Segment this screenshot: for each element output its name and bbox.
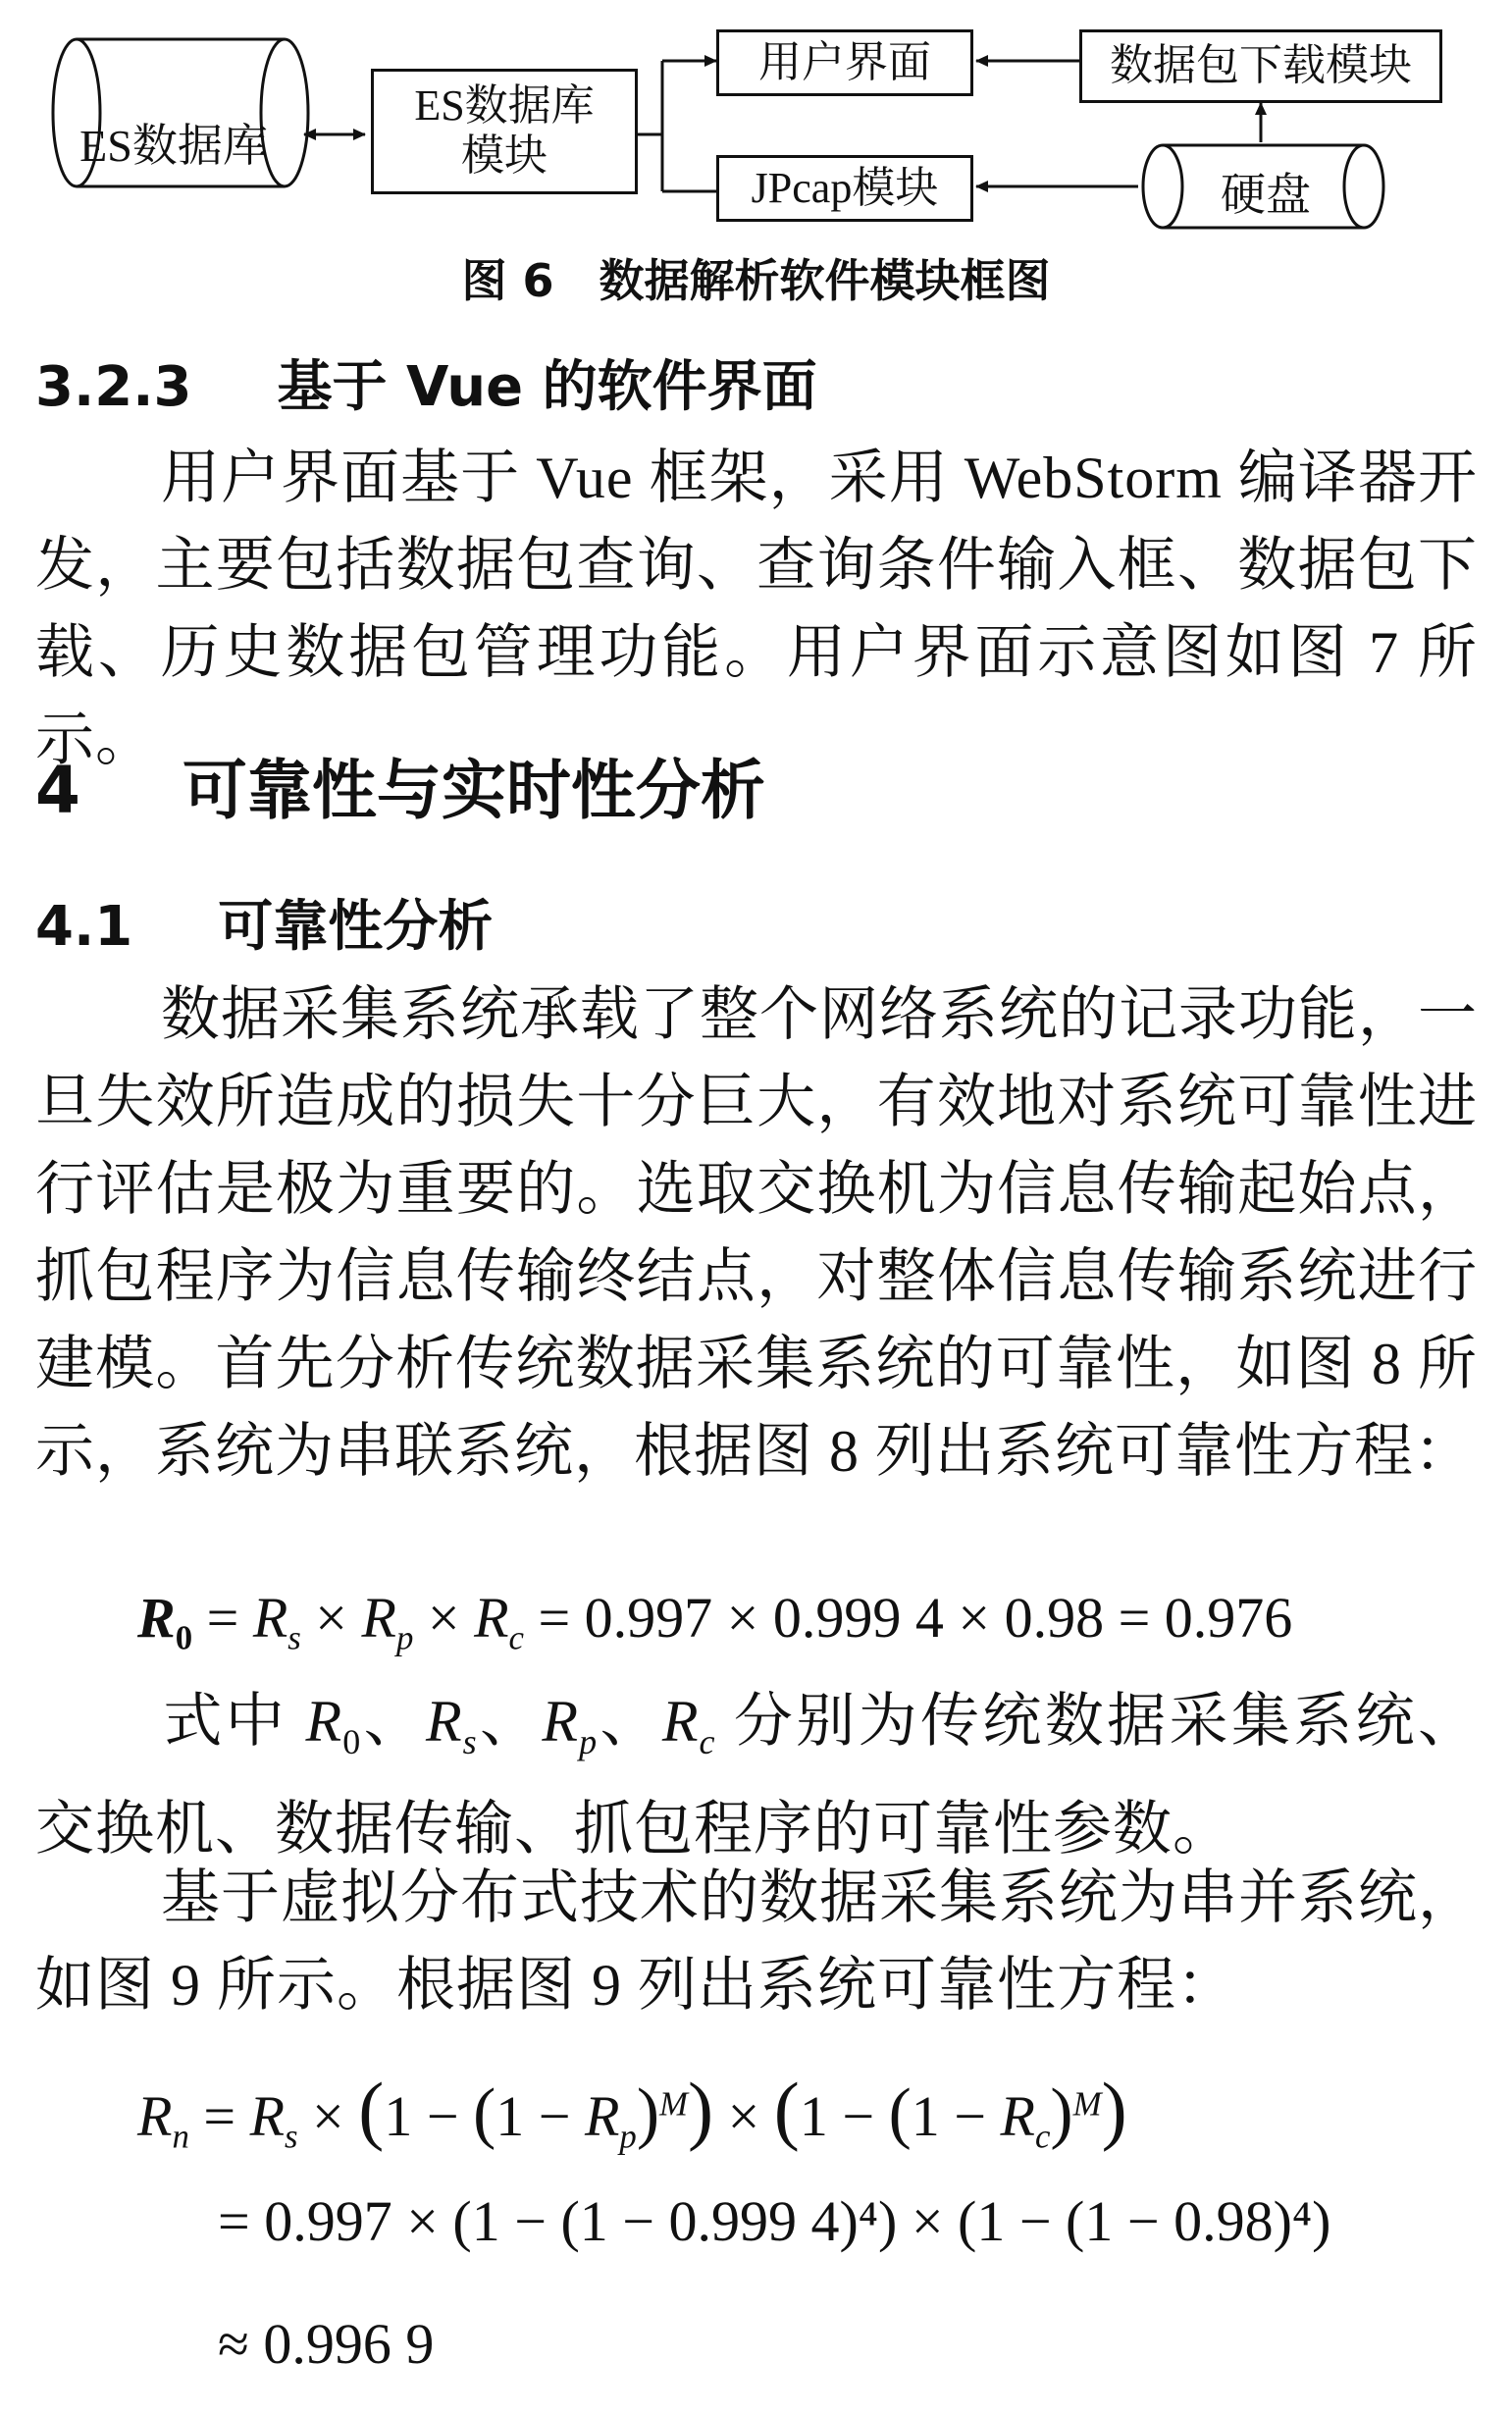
paragraph-4-1-b: 式中 $R_0$、$R_s$、$R_p$、$R_c$ 分别为传统数据采集系统、交换机、数据传输、抓包程序的可靠性参数。 xyxy=(35,1689,1479,1862)
section-title: 可靠性与实时性分析 xyxy=(182,753,765,828)
section-number: 4.1 xyxy=(35,895,133,959)
paragraph-text: 用户界面基于 Vue 框架，采用 WebStorm 编译器开发，主要包括数据包查询、查询条件输入框、数据包下载、历史数据包管理功能。用户界面示意图如图 7 所示。 xyxy=(35,446,1478,772)
jpcap-module-box: JPcap模块 xyxy=(716,155,973,222)
disk-label: 硬盘 xyxy=(1221,170,1311,220)
paragraph-suffix: 分别为传统数据采集系统、交换机、数据传输、抓包程序的可靠性参数。 xyxy=(35,1689,1479,1862)
es-database-label: ES数据库 xyxy=(79,121,268,171)
es-database-module-box: ES数据库 模块 xyxy=(371,69,638,194)
paragraph-text: 数据采集系统承载了整个网络系统的记录功能，一旦失效所造成的损失十分巨大，有效地对系统可靠性进行评估是极为重要的。选取交换机为信息传输起始点，抓包程序为信息传输终结点，对整体信息传输系统进行建模。首先分析传统数据采集系统的可靠性，如图 8 所示，系统为串联系统，根据图 8 列出系统可靠性方程： xyxy=(35,982,1478,1484)
paragraph-4-1-c xyxy=(35,1855,1478,2029)
figure-6-caption: 图 6 数据解析软件模块框图 xyxy=(461,254,1051,307)
section-3-2-3-heading xyxy=(35,343,817,422)
branch-connector xyxy=(638,61,662,191)
equation-2-line-3: ≈ 0.996 9 xyxy=(218,2312,435,2376)
equation-2-line-2: = 0.997 × (1 − (1 − 0.999 4)⁴) × (1 − (1 − 0.98)⁴) xyxy=(218,2189,1331,2253)
paragraph-prefix: 式中 xyxy=(161,1689,288,1754)
download-module-box: 数据包下载模块 xyxy=(1079,29,1442,103)
section-4-heading xyxy=(35,738,765,831)
section-number: 4 xyxy=(35,753,80,828)
paragraph-3-2-3 xyxy=(35,435,1478,784)
equation-2-line-1: $R_n = R_s \times (1 - (1 - R_p)^M) \times (1 - (1 - R_c)^M)$ xyxy=(137,2067,1127,2156)
paragraph-4-1-a xyxy=(35,971,1478,1496)
figure-6-diagram xyxy=(0,0,1512,245)
equation-1-rhs: = 0.997 × 0.999 4 × 0.98 = 0.976 xyxy=(538,1586,1293,1650)
user-interface-box: 用户界面 xyxy=(716,29,973,96)
section-title: 可靠性分析 xyxy=(218,895,494,959)
section-4-1-heading xyxy=(35,883,493,962)
equation-1: $R_0 = R_s \times R_p \times R_c = 0.997 \times 0.999$ 4 × 0.98 = 0.976 xyxy=(137,1586,1293,1657)
section-title: 基于 Vue 的软件界面 xyxy=(277,355,817,419)
section-number: 3.2.3 xyxy=(35,355,192,419)
paragraph-text: 基于虚拟分布式技术的数据采集系统为串并系统，如图 9 所示。根据图 9 列出系统可靠性方程： xyxy=(35,1865,1478,2018)
